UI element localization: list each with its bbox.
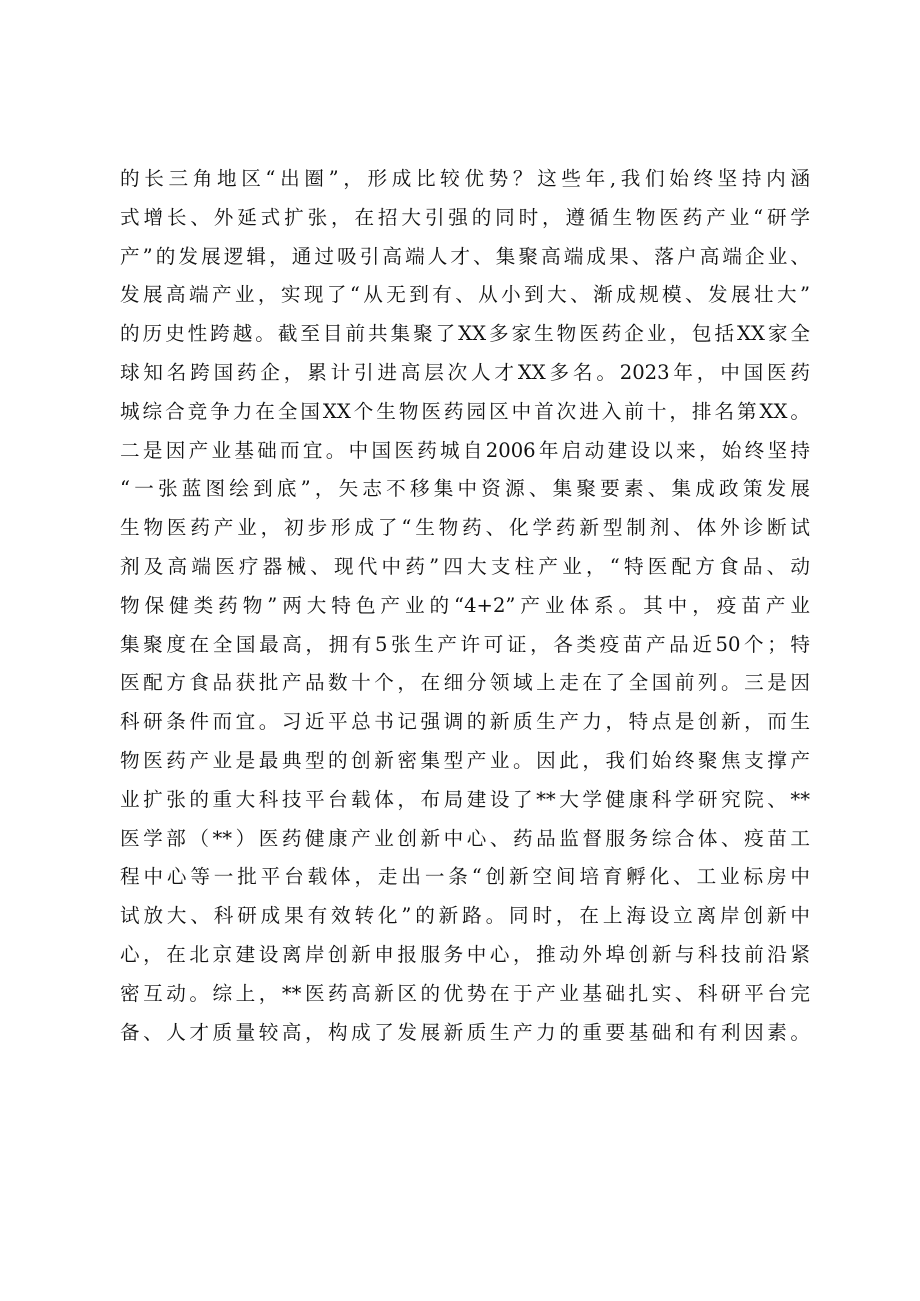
text-line: 产”的发展逻辑，通过吸引高端人才、集聚高端成果、落户高端企业、 — [120, 244, 810, 268]
text-line: 心，在北京建设离岸创新申报服务中心，推动外埠创新与科技前沿紧 — [120, 942, 810, 966]
text-line: 发展高端产业，实现了“从无到有、从小到大、渐成规模、发展壮大” — [120, 283, 810, 307]
text-line: 密互动。综上，**医药高新区的优势在于产业基础扎实、科研平台完 — [120, 981, 810, 1005]
text-line: 的历史性跨越。截至目前共集聚了XX多家生物医药企业，包括XX家全 — [120, 322, 810, 346]
text-line: 二是因产业基础而宜。中国医药城自2006年启动建设以来，始终坚持 — [120, 438, 810, 462]
text-line: 科研条件而宜。习近平总书记强调的新质生产力，特点是创新，而生 — [120, 710, 810, 734]
text-line: 医学部（**）医药健康产业创新中心、药品监督服务综合体、疫苗工 — [120, 826, 810, 850]
text-line: 集聚度在全国最高，拥有5张生产许可证，各类疫苗产品近50个；特 — [120, 632, 810, 656]
text-line: 城综合竞争力在全国XX个生物医药园区中首次进入前十，排名第XX。 — [120, 399, 810, 423]
text-line: 业扩张的重大科技平台载体，布局建设了**大学健康科学研究院、** — [120, 787, 810, 811]
text-line: 球知名跨国药企，累计引进高层次人才XX多名。2023年，中国医药 — [120, 360, 810, 384]
text-line: 生物医药产业，初步形成了“生物药、化学药新型制剂、体外诊断试 — [120, 516, 810, 540]
text-line: “一张蓝图绘到底”，矢志不移集中资源、集聚要素、集成政策发展 — [120, 477, 810, 501]
text-line: 的长三角地区“出圈”，形成比较优势？这些年,我们始终坚持内涵 — [120, 167, 810, 190]
text-line: 试放大、科研成果有效转化”的新路。同时，在上海设立离岸创新中 — [120, 904, 810, 928]
text-line: 剂及高端医疗器械、现代中药”四大支柱产业，“特医配方食品、动 — [120, 554, 810, 578]
text-line: 备、人才质量较高，构成了发展新质生产力的重要基础和有利因素。 — [120, 1020, 810, 1044]
body-paragraph — [120, 160, 810, 1052]
text-line: 式增长、外延式扩张，在招大引强的同时，遵循生物医药产业“研学 — [120, 205, 810, 229]
text-line: 程中心等一批平台载体，走出一条“创新空间培育孵化、工业标房中 — [120, 865, 810, 889]
text-line: 医配方食品获批产品数十个，在细分领域上走在了全国前列。三是因 — [120, 671, 810, 695]
text-line: 物保健类药物”两大特色产业的“4+2”产业体系。其中，疫苗产业 — [120, 593, 810, 617]
text-line: 物医药产业是最典型的创新密集型产业。因此，我们始终聚焦支撑产 — [120, 748, 810, 772]
